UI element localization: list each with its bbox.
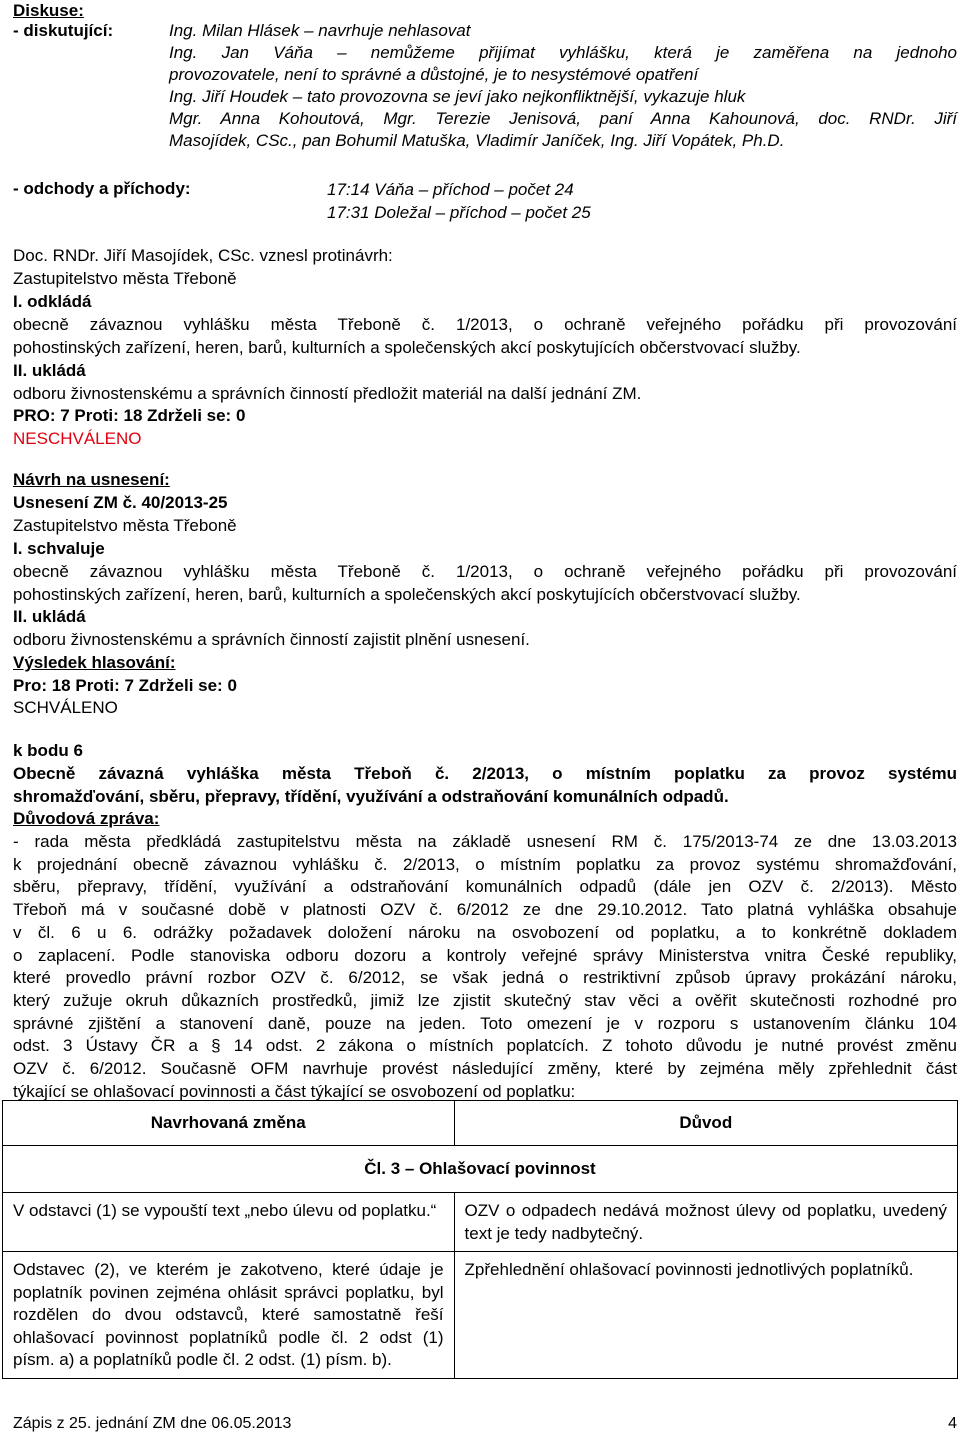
table-row xyxy=(3,1193,958,1252)
resolution-ii-text: odboru živnostenskému a správních činností zajistit plnění usnesení. xyxy=(13,630,530,649)
report-line: Třeboň má v současné době v platnosti OZV č. 6/2012 ze dne 29.10.2012. Tato platná vyhláška obsahuje xyxy=(13,900,957,920)
changes-table xyxy=(2,1100,958,1379)
discussion-heading: Diskuse: xyxy=(13,1,84,20)
movement-item: 17:14 Váňa – příchod – počet 24 xyxy=(327,180,574,199)
col-header-change: Navrhovaná změna xyxy=(3,1101,455,1146)
table-section-row xyxy=(3,1146,958,1193)
counter-proposal-vote: PRO: 7 Proti: 18 Zdrželi se: 0 xyxy=(13,406,246,425)
change-cell: V odstavci (1) se vypouští text „nebo úlevu od poplatku.“ xyxy=(3,1193,455,1252)
resolution-body: Zastupitelstvo města Třeboně xyxy=(13,516,237,535)
table-row xyxy=(3,1252,958,1379)
page-number: 4 xyxy=(948,1415,957,1432)
page-footer xyxy=(13,1414,957,1434)
report-line: sběru, přepravy, třídění, využívání a odstraňování komunálních odpadů (dále jen OZV č. 2/2013). Město xyxy=(13,877,957,897)
movements-list xyxy=(327,178,591,224)
reason-cell: Zpřehlednění ohlašovací povinnosti jednotlivých poplatníků. xyxy=(454,1252,957,1379)
movements-label: - odchody a příchody: xyxy=(13,179,191,198)
report-line: OZV č. 6/2012. Současně OFM navrhuje provést následující změny, které by zejména měly zpřehlednit část xyxy=(13,1059,957,1079)
counter-proposal-result: NESCHVÁLENO xyxy=(13,429,142,448)
resolution-i-label: I. schvaluje xyxy=(13,539,105,558)
counter-proposal-body: Zastupitelstvo města Třeboně xyxy=(13,269,237,288)
report-heading: Důvodová zpráva: xyxy=(13,809,160,828)
resolution-result: SCHVÁLENO xyxy=(13,698,118,717)
report-line: odst. 3 Ústavy ČR a § 14 odst. 2 zákona o místních poplatcích. Z tohoto důvodu je nutné provést změnu xyxy=(13,1036,957,1056)
counter-proposal-i-text: pohostinských zařízení, heren, barů, kulturních a společenských akcí poskytujících občerstvovací služby. xyxy=(13,338,801,357)
report-line: - rada města předkládá zastupitelstvu města na základě usnesení RM č. 175/2013-74 ze dne 13.03.2013 xyxy=(13,832,957,851)
counter-proposal-intro: Doc. RNDr. Jiří Masojídek, CSc. vznesl protinávrh: xyxy=(13,246,393,265)
item6-title: Obecně závazná vyhláška města Třeboň č. 2/2013, o místním poplatku za provoz systému xyxy=(13,764,957,783)
speakers-list xyxy=(169,20,957,152)
resolution-number: Usnesení ZM č. 40/2013-25 xyxy=(13,493,228,512)
resolution-vote: Pro: 18 Proti: 7 Zdrželi se: 0 xyxy=(13,676,237,695)
speaker-line: Ing. Milan Hlásek – navrhuje nehlasovat xyxy=(169,21,471,40)
report-line: správné zjištění a stanovení daně, pouze na jeden. Toto omezení je v rozporu s ustanovením článku 104 xyxy=(13,1013,957,1033)
item6-heading: k bodu 6 xyxy=(13,741,83,760)
section-title: Čl. 3 – Ohlašovací povinnost xyxy=(3,1146,958,1193)
reason-cell: OZV o odpadech nedává možnost úlevy od poplatku, uvedený text je tedy nadbytečný. xyxy=(454,1193,957,1252)
report-line: které provedlo právní rozbor OZV č. 6/2012, se však jedná o restriktivní způsob úpravy prokázání nároku, xyxy=(13,968,957,988)
counter-proposal-i-label: I. odkládá xyxy=(13,292,92,311)
speaker-line: Mgr. Anna Kohoutová, Mgr. Terezie Jenisová, paní Anna Kahounová, doc. RNDr. Jiří xyxy=(169,109,957,128)
resolution-heading: Návrh na usnesení: xyxy=(13,470,170,489)
resolution-ii-label: II. ukládá xyxy=(13,607,86,626)
report-line: který zužuje okruh důkazních prostředků, jimiž lze zjistit skutečný stav věci a ověřit skutečnosti rozhodné pro xyxy=(13,990,957,1010)
item6-title: shromažďování, sběru, přepravy, třídění, využívání a odstraňování komunálních odpadů. xyxy=(13,787,729,806)
col-header-reason: Důvod xyxy=(454,1101,957,1146)
table-header-row xyxy=(3,1101,958,1146)
report-line: v čl. 6 u 6. odrážky požadavek doložení nároku na osvobození od poplatku, a to konkrétně dokladem xyxy=(13,922,957,942)
footer-text: Zápis z 25. jednání ZM dne 06.05.2013 xyxy=(13,1415,292,1432)
counter-proposal-ii-text: odboru živnostenskému a správních činností předložit materiál na další jednání ZM. xyxy=(13,384,642,403)
speaker-line: Ing. Jiří Houdek – tato provozovna se jeví jako nejkonfliktnější, vykazuje hluk xyxy=(169,87,746,106)
report-line: týkající se ohlašovací povinnosti a část týkající se osvobození od poplatku: xyxy=(13,1081,576,1101)
report-text xyxy=(13,831,957,1103)
resolution-i-text: pohostinských zařízení, heren, barů, kulturních a společenských akcí poskytujících občerstvovací služby. xyxy=(13,585,801,604)
counter-proposal-ii-label: II. ukládá xyxy=(13,361,86,380)
report-line: o zaplacení. Podle stanoviska odboru dozoru a kontroly veřejné správy Ministerstva vnitra České republiky, xyxy=(13,945,957,965)
speaker-line: provozovatele, není to správné a důstojné, je to nesystémové opatření xyxy=(169,65,699,84)
speaker-line: Masojídek, CSc., pan Bohumil Matuška, Vladimír Janíček, Ing. Jiří Vopátek, Ph.D. xyxy=(169,131,785,150)
movement-item: 17:31 Doležal – příchod – počet 25 xyxy=(327,203,591,222)
resolution-i-text: obecně závaznou vyhlášku města Třeboně č. 1/2013, o ochraně veřejného pořádku při provozování xyxy=(13,562,957,581)
speakers-label: - diskutující: xyxy=(13,21,114,40)
speaker-line: Ing. Jan Váňa – nemůžeme přijímat vyhlášku, která je zaměřena na jednoho xyxy=(169,43,957,62)
counter-proposal-i-text: obecně závaznou vyhlášku města Třeboně č. 1/2013, o ochraně veřejného pořádku při provozování xyxy=(13,315,957,334)
report-line: k projednání obecně závaznou vyhlášku č. 2/2013, o místním poplatku za provoz systému shromažďování, xyxy=(13,854,957,874)
change-cell: Odstavec (2), ve kterém je zakotveno, které údaje je poplatník povinen zejména ohlásit správci poplatku, byl rozdělen do dvou odstavců, které samostatně řeší ohlašovací povinnost poplatníků podle čl. 2 odst (1) písm. a) a poplatníků podle čl. 2 odst. (1) písm. b). xyxy=(3,1252,455,1379)
vote-heading: Výsledek hlasování: xyxy=(13,653,176,672)
